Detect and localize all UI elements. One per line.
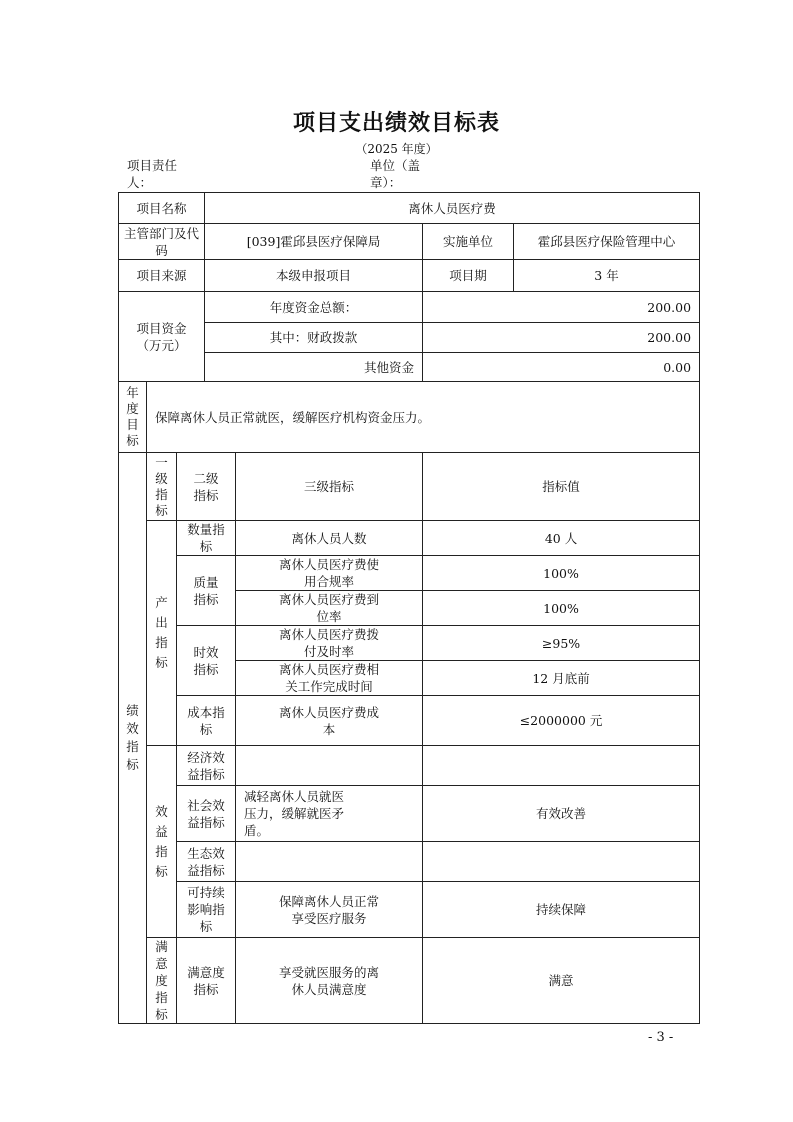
timeliness-value-1: ≥95%: [423, 626, 700, 661]
page-number: - 3 -: [648, 1030, 674, 1045]
period-value: 3 年: [514, 260, 700, 292]
quality-value-2: 100%: [423, 591, 700, 626]
header-value: 指标值: [423, 453, 700, 521]
sustain-value: 持续保障: [423, 882, 700, 938]
table-row: [119, 224, 700, 260]
economic-benefit-label: 经济效益指标: [177, 746, 236, 786]
quality-label: 质量指标: [177, 556, 236, 626]
social-benefit-item: 减轻离休人员就医压力，缓解就医矛盾。: [236, 786, 423, 842]
unit-seal-label: 单位（盖章）：: [370, 158, 421, 190]
sustain-label: 可持续影响指标: [177, 882, 236, 938]
table-row: [119, 323, 700, 353]
timeliness-label: 时效指标: [177, 626, 236, 696]
quality-value-1: 100%: [423, 556, 700, 591]
table-row: [119, 696, 700, 746]
cost-value: ≤2000000 元: [423, 696, 700, 746]
social-benefit-label: 社会效益指标: [177, 786, 236, 842]
source-label: 项目来源: [119, 260, 205, 292]
year-label: （2025 年度）: [355, 142, 438, 156]
table-row: [119, 382, 700, 453]
sustain-item: 保障离休人员正常享受医疗服务: [236, 882, 423, 938]
satisfaction-item: 享受就医服务的离休人员满意度: [236, 938, 423, 1024]
annual-goal-label: 年度目标: [119, 382, 147, 453]
header-level1: 一级指标: [147, 453, 177, 521]
cost-label: 成本指标: [177, 696, 236, 746]
annual-goal-text: 保障离休人员正常就医，缓解医疗机构资金压力。: [147, 382, 700, 453]
benefit-indicator-label: 效益指标: [147, 746, 177, 938]
impl-unit-value: 霍邱县医疗保险管理中心: [514, 224, 700, 260]
funds-other-value: 0.00: [423, 353, 700, 382]
funds-label: 项目资金（万元）: [119, 292, 205, 382]
quality-item-2: 离休人员医疗费到位率: [236, 591, 423, 626]
economic-benefit-item: [236, 746, 423, 786]
header-level3: 三级指标: [236, 453, 423, 521]
page-title: 项目支出绩效目标表: [292, 110, 500, 136]
dept-label: 主管部门及代码: [119, 224, 205, 260]
funds-total-value: 200.00: [423, 292, 700, 323]
ecology-benefit-item: [236, 842, 423, 882]
table-row: [119, 842, 700, 882]
ecology-benefit-value: [423, 842, 700, 882]
table-row: [119, 938, 700, 1024]
funds-total-label: 年度资金总额：: [205, 292, 423, 323]
table-row: [119, 292, 700, 323]
source-value: 本级申报项目: [205, 260, 423, 292]
table-row: [119, 521, 700, 556]
satisfaction-value: 满意: [423, 938, 700, 1024]
timeliness-value-2: 12 月底前: [423, 661, 700, 696]
dept-value: [039]霍邱县医疗保障局: [205, 224, 423, 260]
impl-unit-label: 实施单位: [423, 224, 514, 260]
table-row: [119, 556, 700, 591]
funds-fiscal-value: 200.00: [423, 323, 700, 353]
table-row: [119, 786, 700, 842]
table-row: [119, 746, 700, 786]
performance-table: [118, 192, 700, 1024]
table-row: [119, 193, 700, 224]
satisfaction-l2-label: 满意度指标: [177, 938, 236, 1024]
economic-benefit-value: [423, 746, 700, 786]
timeliness-item-2: 离休人员医疗费相关工作完成时间: [236, 661, 423, 696]
table-row: [119, 453, 700, 521]
indicators-section-label: 绩效指标: [119, 453, 147, 1024]
responsible-person-label: 项目责任人：: [127, 158, 178, 190]
quantity-item: 离休人员人数: [236, 521, 423, 556]
output-indicator-label: 产出指标: [147, 521, 177, 746]
cost-item: 离休人员医疗费成本: [236, 696, 423, 746]
period-label: 项目期: [423, 260, 514, 292]
satisfaction-indicator-label: 满意度指标: [147, 938, 177, 1024]
project-name-label: 项目名称: [119, 193, 205, 224]
quantity-value: 40 人: [423, 521, 700, 556]
funds-fiscal-label: 其中：财政拨款: [205, 323, 423, 353]
social-benefit-value: 有效改善: [423, 786, 700, 842]
project-name-value: 离休人员医疗费: [205, 193, 700, 224]
table-row: [119, 626, 700, 661]
timeliness-item-1: 离休人员医疗费拨付及时率: [236, 626, 423, 661]
header-level2: 二级指标: [177, 453, 236, 521]
funds-other-label: 其他资金: [205, 353, 423, 382]
quantity-label: 数量指标: [177, 521, 236, 556]
quality-item-1: 离休人员医疗费使用合规率: [236, 556, 423, 591]
table-row: [119, 882, 700, 938]
table-row: [119, 260, 700, 292]
table-row: [119, 353, 700, 382]
ecology-benefit-label: 生态效益指标: [177, 842, 236, 882]
